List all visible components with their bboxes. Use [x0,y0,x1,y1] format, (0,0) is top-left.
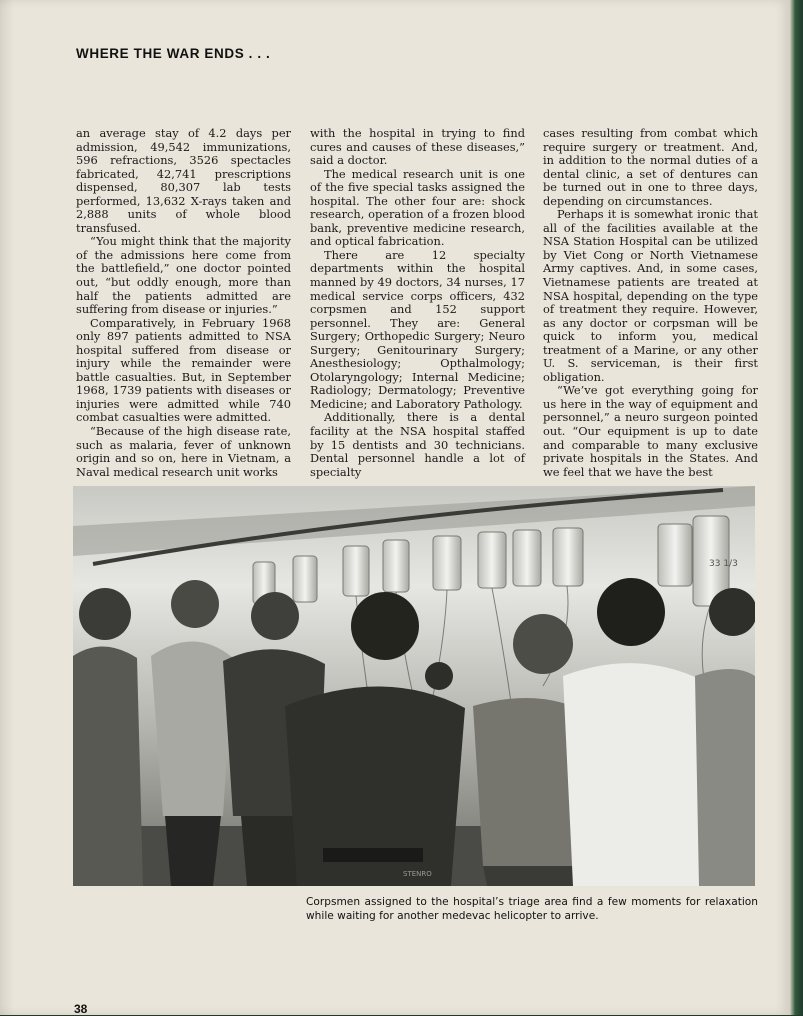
paragraph: an average stay of 4.2 days per admission, 49,542 immunizations, 596 refractions, 3526 spectacles fabricated, 42,741 prescriptions dispensed, 80,307 lab tests performed, 13,632 X-rays taken and 2,888 units of whole blood transfused. [76,126,291,235]
paragraph: “We’ve got everything going for us here in the way of equipment and personnel,” a neuro surgeon pointed out. “Our equipment is up to date and comparable to many exclusive private hospitals in the States. And we feel that we have the best [543,383,758,479]
photo-caption: Corpsmen assigned to the hospital’s triage area find a few moments for relaxation while waiting for another medevac helicopter to arrive. [306,896,758,922]
paragraph: “You might think that the majority of the admissions here come from the battlefield,” one doctor pointed out, “but oddly enough, more than half the patients admitted are suffering from disease or injuries.” [76,234,291,317]
text-column-2 [310,127,525,479]
section-header: WHERE THE WAR ENDS . . . [76,46,271,61]
paragraph: with the hospital in trying to find cures and causes of these diseases,” said a doctor. [310,126,525,168]
paragraph: “Because of the high disease rate, such as malaria, fever of unknown origin and so on, here in Vietnam, a Naval medical research unit works [76,424,291,479]
shirt-print: STENRO [403,870,432,878]
paragraph: The medical research unit is one of the five special tasks assigned the hospital. The other four are: shock research, operation of a frozen blood bank, preventive medicine research, and optical fabrication. [310,166,525,249]
paragraph: There are 12 specialty departments within the hospital manned by 49 doctors, 34 nurses, 17 medical service corps officers, 432 corpsmen and 152 support personnel. They are: General Surgery; Orthopedic Surgery; Neuro Surgery; Genitourinary Surgery; Anesthesiology; Opthalmology; Otolaryngology; Internal Medicine; Radiology; Dermatology; Preventive Medicine; and Laboratory Pathology. [310,247,525,411]
paragraph: Additionally, there is a dental facility at the NSA hospital staffed by 15 dentists and 30 technicians. Dental personnel handle a lot of specialty [310,410,525,479]
paragraph: cases resulting from combat which require surgery or treatment. And, in addition to the normal duties of a dental clinic, a set of dentures can be turned out in one to three days, depending on circumstances. [543,126,758,208]
paragraph: Comparatively, in February 1968 only 897 patients admitted to NSA hospital suffered from disease or injury while the remainder were battle casualties. But, in September 1968, 1739 patients with diseases or injuries were admitted while 740 combat casualties were admitted. [76,315,291,425]
bottle-label: 33 1/3 [709,559,738,569]
page-gutter-shadow [0,0,14,1015]
text-column-3 [543,127,758,479]
paragraph: Perhaps it is somewhat ironic that all of the facilities available at the NSA Station Hospital can be utilized by Viet Cong or North Vietnamese Army captives. And, in some cases, Vietnamese patients are treated at NSA hospital, depending on the type of treatment they require. However, as any doctor or corpsman will be quick to inform you, medical treatment of a Marine, or any other U. S. serviceman, is their first obligation. [543,207,758,384]
corpsmen-triage-photo [73,486,755,886]
page-number: 38 [74,1002,88,1016]
adjacent-page-edge [790,0,803,1015]
text-column-1 [76,127,291,479]
